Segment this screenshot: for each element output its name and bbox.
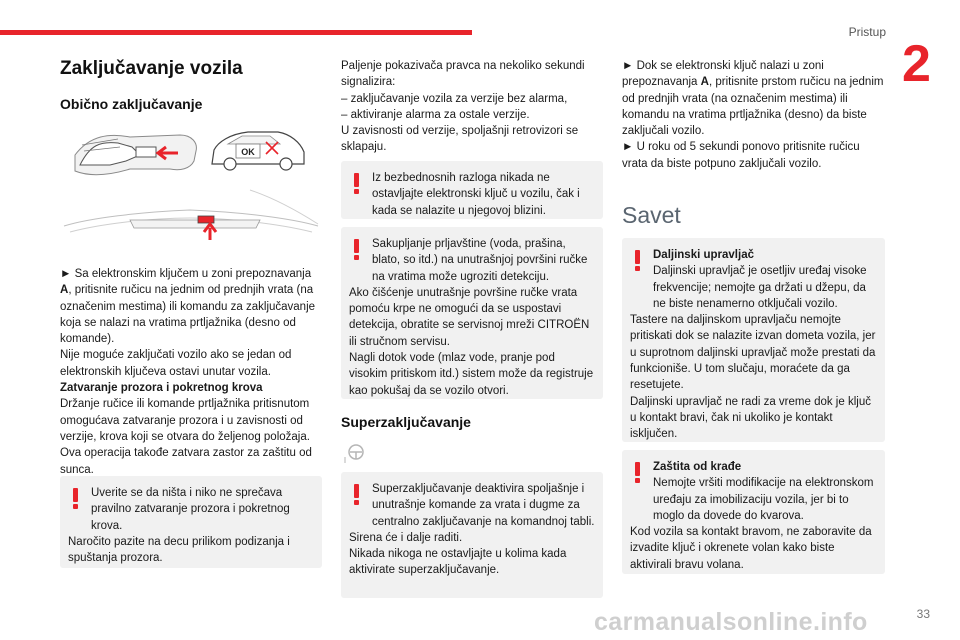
note-dirt-line1: Sakupljanje prljavštine (voda, prašina, blato, so itd.) na unutrašnjoj površini ručke na vratima može ugroziti detekciju. (372, 238, 588, 283)
theft-note-body2: Kod vozila sa kontakt bravom, ne zaboravite da izvadite ključ i okrenete volan kako biste aktivirali bravu volana. (630, 526, 872, 571)
col2-text-block (341, 58, 603, 156)
tailgate-button-illustration (60, 188, 322, 246)
hand-door-handle-illustration (70, 125, 202, 185)
note-windows-line1: Uverite se da ništa i niko ne sprečava pravilno zatvaranje prozora i pokretnog krova. (91, 487, 290, 532)
theft-note-body: Nemojte vršiti modifikacije na elektronskom uređaju za imobilizaciju vozila, jer bi to moglo da dovede do kvarova. (653, 477, 874, 522)
col1-p3-title (60, 380, 322, 396)
note-deadlock-line2: Sirena će i dalje raditi. (349, 531, 463, 544)
zone-a-label: A (60, 284, 69, 297)
col2-p4: U zavisnosti od verzije, spoljašnji retrovizori se sklapaju. (341, 125, 579, 154)
note-dirt-line2: Ako čišćenje unutrašnje površine ručke vrata pomoću krpe ne omogući da se uspostavi detekcija, obratite se servisnoj mreži CITROËN ili stručnom servisu. (349, 286, 590, 348)
col2-p1: Paljenje pokazivača pravca na nekoliko sekundi signalizira: (341, 60, 585, 89)
subtitle-deadlocking: Superzaključavanje (341, 414, 471, 430)
steering-wheel-icon (341, 441, 371, 465)
col1-text-block (60, 266, 322, 478)
col3-p1b: , pritisnite prstom ručicu na jednim od prednjih vrata (na označenim mestima) ili komandu na vratima prtljažnika (desno) da biste zaključali vozilo. (622, 76, 884, 138)
advice-note-remote (622, 238, 885, 442)
col1-instruction (60, 266, 322, 347)
theft-note-title (630, 459, 877, 475)
warning-exclamation-icon (70, 488, 82, 510)
header-accent-bar (0, 30, 472, 35)
col1-p1: ► Sa elektronskim ključem u zoni prepoznavanja (60, 268, 312, 280)
col1-p2: Nije moguće zaključati vozilo ako se jedan od elektronskih ključeva ostavi unutar vozila. (60, 349, 292, 378)
warning-note-deadlocking (341, 472, 603, 598)
col1-p3: Držanje ručice ili komande prtljažnika pritisnutom omogućava zatvaranje prozora i u zavisnosti od verzije, krova koji se otvara do željenog položaja. (60, 398, 310, 443)
col2-p3: – aktiviranje alarma za ostale verzije. (341, 108, 530, 121)
warning-note-dirt (341, 227, 603, 399)
theft-title-text: Zaštita od krađe (653, 461, 742, 473)
warning-exclamation-icon (351, 173, 363, 195)
note-deadlock-line1: Superzaključavanje deaktivira spoljašnje i unutrašnje komande za vrata i dugme za centralno zaključavanje na komandnoj tabli. (372, 483, 595, 528)
warning-note-key-in-vehicle (341, 161, 603, 219)
advice-heading: Savet (622, 202, 681, 228)
col2-p2: – zaključavanje vozila za verzije bez alarma, (341, 92, 568, 105)
col3-p2: ► U roku od 5 sekundi ponovo pritisnite ručicu vrata da biste potpuno zaključali vozilo. (622, 141, 860, 170)
col1-p4: Ova operacija takođe zatvara zastor za zaštitu od sunca. (60, 447, 312, 476)
warning-exclamation-icon (632, 462, 644, 484)
remote-note-body3: Daljinski upravljač ne radi za vreme dok je ključ u kontakt bravi, čak ni ukoliko je kontakt isključen. (630, 395, 871, 441)
ok-label: OK (241, 147, 255, 157)
warning-exclamation-icon (351, 484, 363, 506)
col3-text-block (622, 58, 885, 172)
page-title: Zaključavanje vozila (60, 58, 243, 79)
section-label: Pristup (848, 25, 886, 39)
note-key-text: Iz bezbednosnih razloga nikada ne ostavljajte elektronski ključ u vozilu, čak i kada se nalazite u njegovoj blizini. (372, 172, 580, 217)
windows-closing-heading: Zatvaranje prozora i pokretnog krova (60, 382, 263, 395)
chapter-number: 2 (902, 35, 931, 93)
col3-p1 (622, 58, 885, 139)
remote-note-body2: Tastere na daljinskom upravljaču nemojte pritiskati dok se nalazite izvan dometa vozila, jer u suprotnom daljinski upravljač može prestati da funkcioniše. U tom slučaju, moraćete da ga resetujete. (630, 314, 876, 392)
advice-note-theft (622, 450, 885, 574)
warning-exclamation-icon (351, 239, 363, 261)
note-deadlock-line3: Nikada nikoga ne ostavljajte u kolima kada aktivirate superzaključavanje. (349, 548, 567, 577)
page-number: 33 (916, 607, 930, 621)
remote-note-title (630, 247, 877, 263)
car-ok-illustration (208, 128, 308, 172)
warning-exclamation-icon (632, 250, 644, 272)
note-windows-line2: Naročito pazite na decu prilikom podizanja i spuštanja prozora. (68, 535, 290, 565)
remote-note-body: Daljinski upravljač je osetljiv uređaj visoke frekvencije; nemojte ga držati u džepu, da ne biste nenamerno otključali vozilo. (653, 265, 867, 310)
col3-p1a: ► Dok se elektronski ključ nalazi u zoni prepoznavanja (622, 60, 824, 89)
subtitle-regular-locking: Obično zaključavanje (60, 96, 203, 112)
remote-title-text: Daljinski upravljač (653, 249, 754, 261)
zone-a-label: A (700, 76, 709, 89)
warning-note-windows (60, 476, 322, 568)
note-dirt-line3: Nagli dotok vode (mlaz vode, pranje pod visokim pritiskom itd.) sistem može da registruje kao pokušaj da se vozilo otvori. (349, 352, 594, 397)
col1-p1-rest: , pritisnite ručicu na jednim od prednjih vrata (na označenim mestima) ili komandu za zaključavanje koja se nalazi na vratima prtljažnika (desno od komande). (60, 284, 316, 346)
watermark: carmanualsonline.info (594, 608, 868, 636)
